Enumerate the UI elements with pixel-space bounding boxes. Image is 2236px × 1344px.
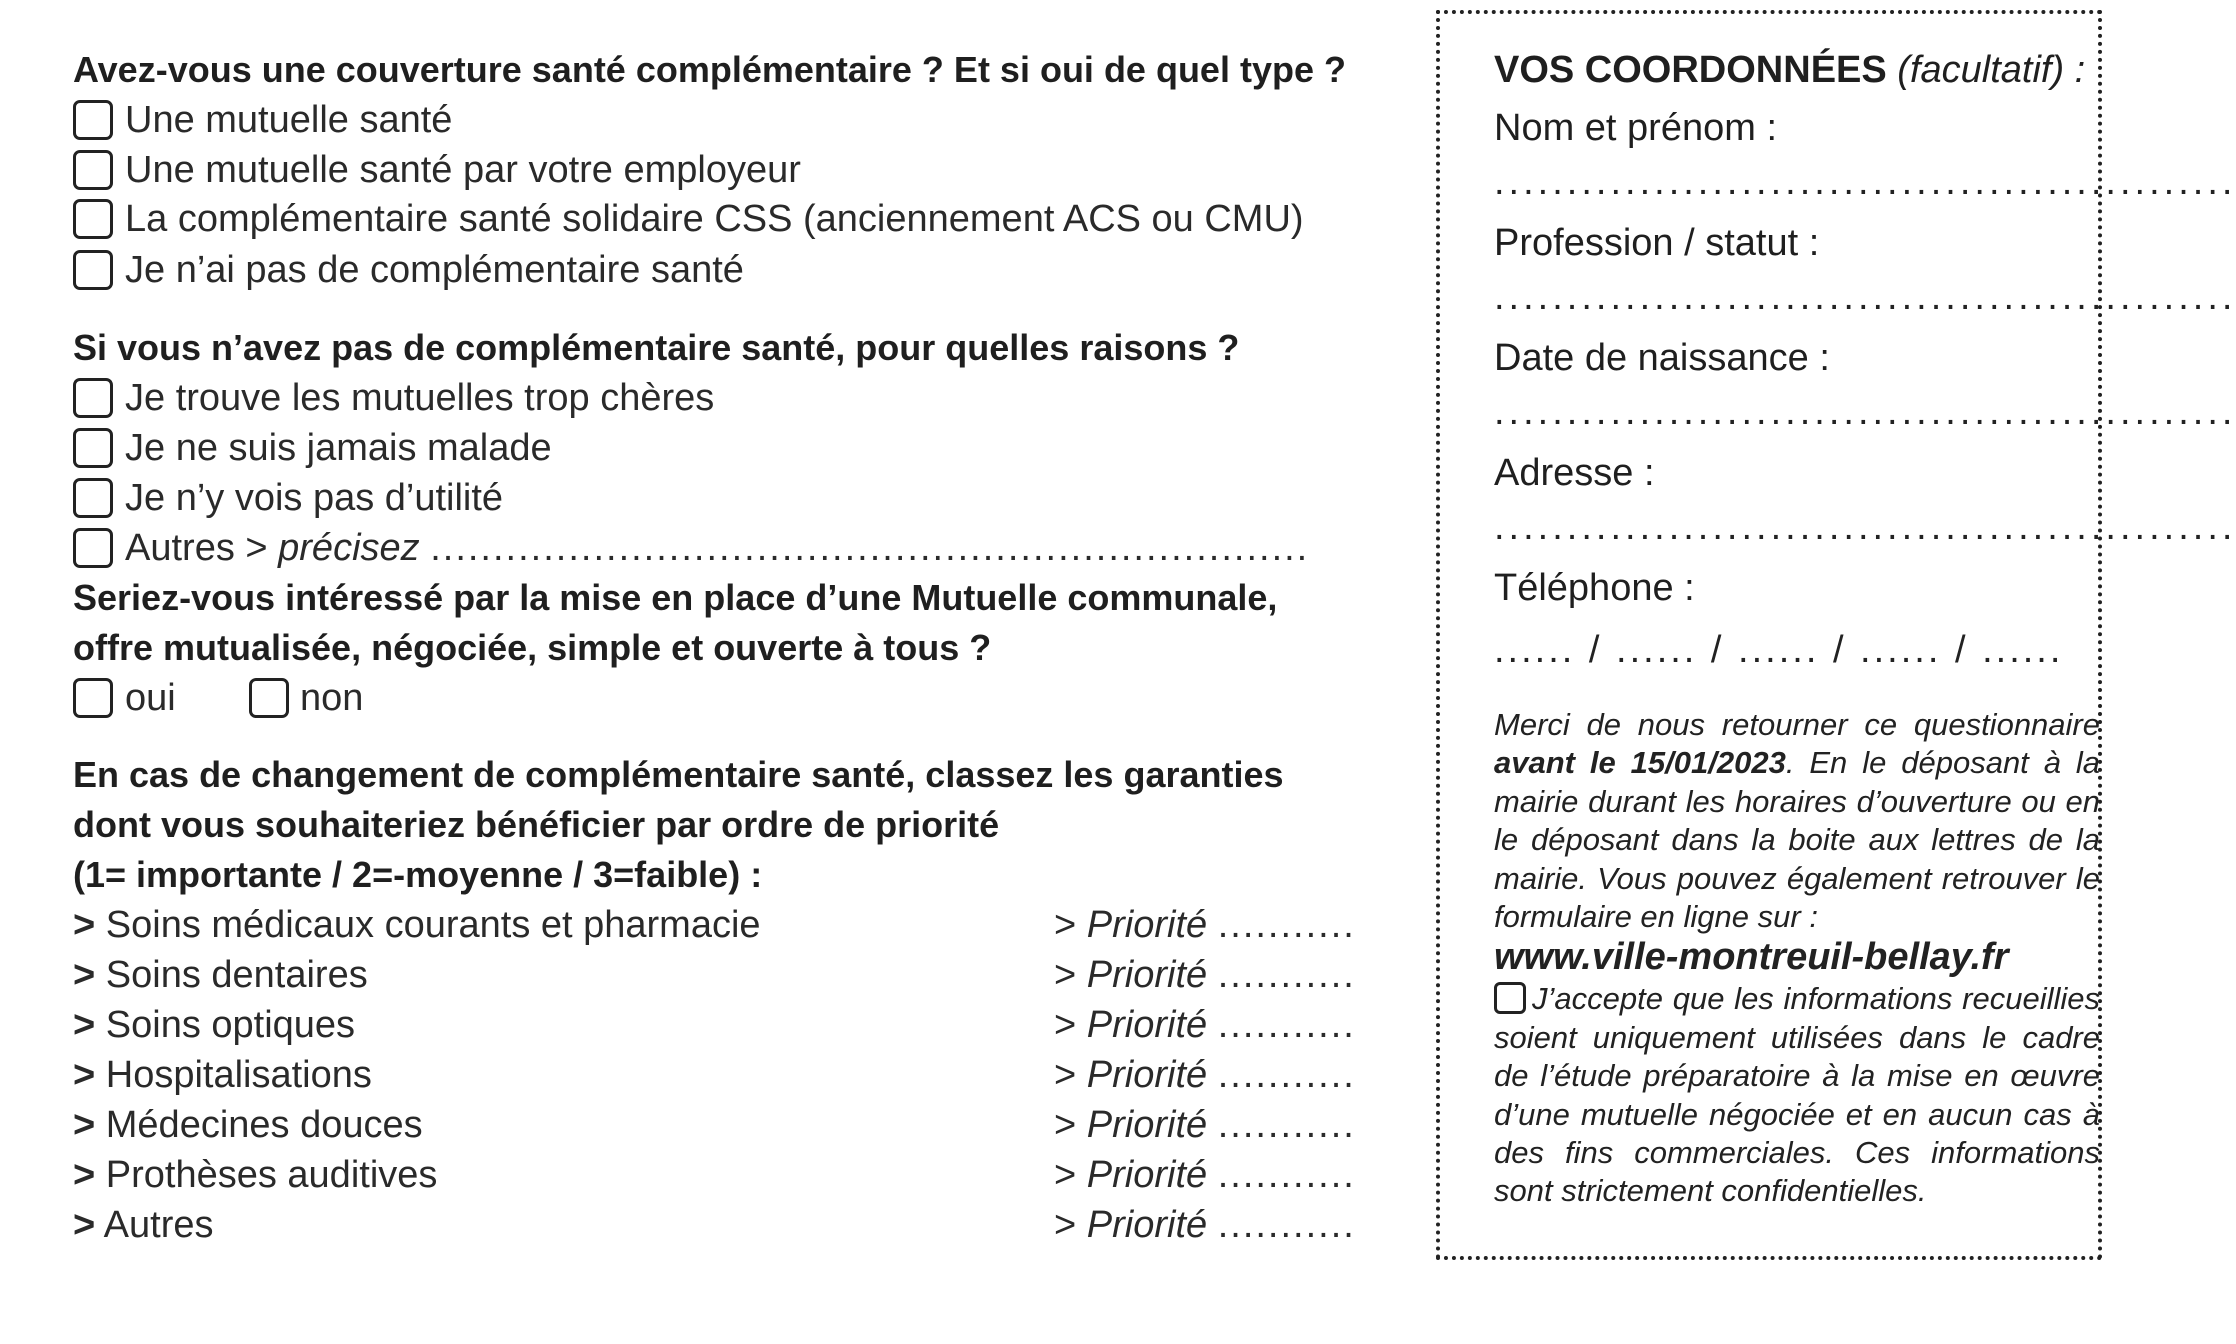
checkbox-autres[interactable] <box>73 528 113 568</box>
checkbox-non[interactable] <box>249 678 289 718</box>
question-2-title: Si vous n’avez pas de complémentaire santé, pour quelles raisons ? <box>73 327 1240 368</box>
checkbox-trop-cheres[interactable] <box>73 378 113 418</box>
guarantee-label: Hospitalisations <box>105 1054 372 1096</box>
priority-field[interactable] <box>1054 1000 1356 1050</box>
guarantee-item <box>73 950 368 1000</box>
consent-text: J’accepte que les informations recueillies soient uniquement utilisées dans le cadre de l’étude préparatoire à la mise en œuvre d’une mutuelle négociée et en aucun cas à des fins commerciales. Ces informations sont strictement confidentielles. <box>1494 981 2100 1209</box>
priority-prefix: > <box>1054 904 1077 946</box>
checkbox-pas-de-complementaire[interactable] <box>73 250 113 290</box>
guarantee-label: Soins optiques <box>105 1004 356 1046</box>
priority-prefix: > <box>1054 1104 1077 1146</box>
guarantee-item <box>73 1000 355 1050</box>
checkbox-jamais-malade[interactable] <box>73 428 113 468</box>
priority-prefix: > <box>1054 1154 1077 1196</box>
priority-field[interactable] <box>1054 950 1356 1000</box>
arrow-icon: > <box>73 1104 96 1146</box>
option-other-row <box>125 523 1309 573</box>
contact-title: VOS COORDONNÉES <box>1494 49 1887 91</box>
question-4-title-line3: (1= importante / 2=-moyenne / 3=faible) : <box>73 854 763 895</box>
priority-fill-line[interactable]: ........... <box>1217 904 1356 946</box>
option-label: non <box>300 677 364 719</box>
priority-label: Priorité <box>1086 1204 1208 1246</box>
instructions-text: Merci de nous retourner ce questionnaire <box>1494 707 2100 742</box>
question-4-title-line2: dont vous souhaiteriez bénéficier par ordre de priorité <box>73 804 1000 845</box>
field-label-birthdate: Date de naissance : <box>1494 337 1830 379</box>
option-label: Je ne suis jamais malade <box>125 427 552 469</box>
checkbox-css[interactable] <box>73 199 113 239</box>
checkbox-pas-utilite[interactable] <box>73 478 113 518</box>
field-phone-input[interactable]: ...... / ...... / ...... / ...... / ...... <box>1494 629 2064 671</box>
question-3-title-line1: Seriez-vous intéressé par la mise en place d’une Mutuelle communale, <box>73 577 1278 618</box>
guarantee-label: Autres <box>103 1204 214 1246</box>
priority-field[interactable] <box>1054 1200 1356 1250</box>
checkbox-mutuelle-employeur[interactable] <box>73 150 113 190</box>
priority-label: Priorité <box>1086 1054 1208 1096</box>
return-instructions <box>1494 706 2100 1211</box>
guarantee-label: Médecines douces <box>105 1104 423 1146</box>
arrow-icon: > <box>73 1154 96 1196</box>
priority-label: Priorité <box>1086 1004 1208 1046</box>
priority-label: Priorité <box>1086 954 1208 996</box>
field-label-phone: Téléphone : <box>1494 567 1695 609</box>
other-hint: précisez <box>278 527 420 569</box>
instructions-paragraph <box>1494 706 2100 936</box>
guarantee-item <box>73 1050 372 1100</box>
priority-label: Priorité <box>1086 1154 1208 1196</box>
arrow-icon: > <box>73 904 96 946</box>
priority-field[interactable] <box>1054 1150 1356 1200</box>
consent-checkbox[interactable] <box>1494 982 1526 1014</box>
field-address-input[interactable]: ................................................... <box>1494 506 2236 548</box>
option-label: Une mutuelle santé par votre employeur <box>125 149 801 191</box>
guarantee-item <box>73 900 761 950</box>
option-label: Je n’ai pas de complémentaire santé <box>125 249 744 291</box>
option-label: Une mutuelle santé <box>125 99 453 141</box>
priority-fill-line[interactable]: ........... <box>1217 1154 1356 1196</box>
guarantee-item <box>73 1100 423 1150</box>
question-1-title: Avez-vous une couverture santé complémentaire ? Et si oui de quel type ? <box>73 49 1346 90</box>
deadline: avant le 15/01/2023 <box>1494 745 1786 781</box>
question-3-title-line2: offre mutualisée, négociée, simple et ouverte à tous ? <box>73 627 992 668</box>
option-label: La complémentaire santé solidaire CSS (anciennement ACS ou CMU) <box>125 198 1304 240</box>
arrow-icon: > <box>73 954 96 996</box>
checkbox-oui[interactable] <box>73 678 113 718</box>
field-label-address: Adresse : <box>1494 452 1655 494</box>
field-label-profession: Profession / statut : <box>1494 222 1820 264</box>
priority-label: Priorité <box>1086 904 1208 946</box>
checkbox-mutuelle-sante[interactable] <box>73 100 113 140</box>
priority-prefix: > <box>1054 1204 1077 1246</box>
guarantee-item <box>73 1150 437 1200</box>
priority-fill-line[interactable]: ........... <box>1217 1104 1356 1146</box>
priority-field[interactable] <box>1054 900 1356 950</box>
guarantee-item <box>73 1200 214 1250</box>
priority-prefix: > <box>1054 954 1077 996</box>
option-label: Je n’y vois pas d’utilité <box>125 477 504 519</box>
arrow-icon: > <box>73 1204 96 1246</box>
option-label: Autres > <box>125 527 268 569</box>
guarantee-label: Soins médicaux courants et pharmacie <box>105 904 761 946</box>
guarantee-label: Soins dentaires <box>105 954 368 996</box>
priority-field[interactable] <box>1054 1100 1356 1150</box>
arrow-icon: > <box>73 1004 96 1046</box>
priority-prefix: > <box>1054 1054 1077 1096</box>
field-name-input[interactable]: ................................................... <box>1494 161 2236 203</box>
field-label-name: Nom et prénom : <box>1494 107 1777 149</box>
option-label: Je trouve les mutuelles trop chères <box>125 377 715 419</box>
instructions-text-2: . En le déposant à la mairie durant les horaires d’ouverture ou en le déposant dans la boite aux lettres de la mairie. Vous pouvez également retrouver le formulaire en ligne sur : <box>1494 745 2100 935</box>
priority-fill-line[interactable]: ........... <box>1217 1054 1356 1096</box>
field-birthdate-input[interactable]: ................................................... <box>1494 391 2236 433</box>
field-profession-input[interactable]: ................................................... <box>1494 276 2236 318</box>
priority-field[interactable] <box>1054 1050 1356 1100</box>
priority-prefix: > <box>1054 1004 1077 1046</box>
arrow-icon: > <box>73 1054 96 1096</box>
contact-title-row <box>1494 45 2085 95</box>
question-4-title-line1: En cas de changement de complémentaire santé, classez les garanties <box>73 754 1284 795</box>
contact-title-note: (facultatif) : <box>1897 49 2086 91</box>
other-fill-line[interactable]: ...................................................................... <box>430 527 1310 569</box>
consent-paragraph <box>1494 980 2100 1210</box>
priority-label: Priorité <box>1086 1104 1208 1146</box>
website-link[interactable]: www.ville-montreuil-bellay.fr <box>1494 936 2009 979</box>
priority-fill-line[interactable]: ........... <box>1217 1204 1356 1246</box>
option-label: oui <box>125 677 176 719</box>
guarantee-label: Prothèses auditives <box>105 1154 438 1196</box>
priority-fill-line[interactable]: ........... <box>1217 954 1356 996</box>
priority-fill-line[interactable]: ........... <box>1217 1004 1356 1046</box>
